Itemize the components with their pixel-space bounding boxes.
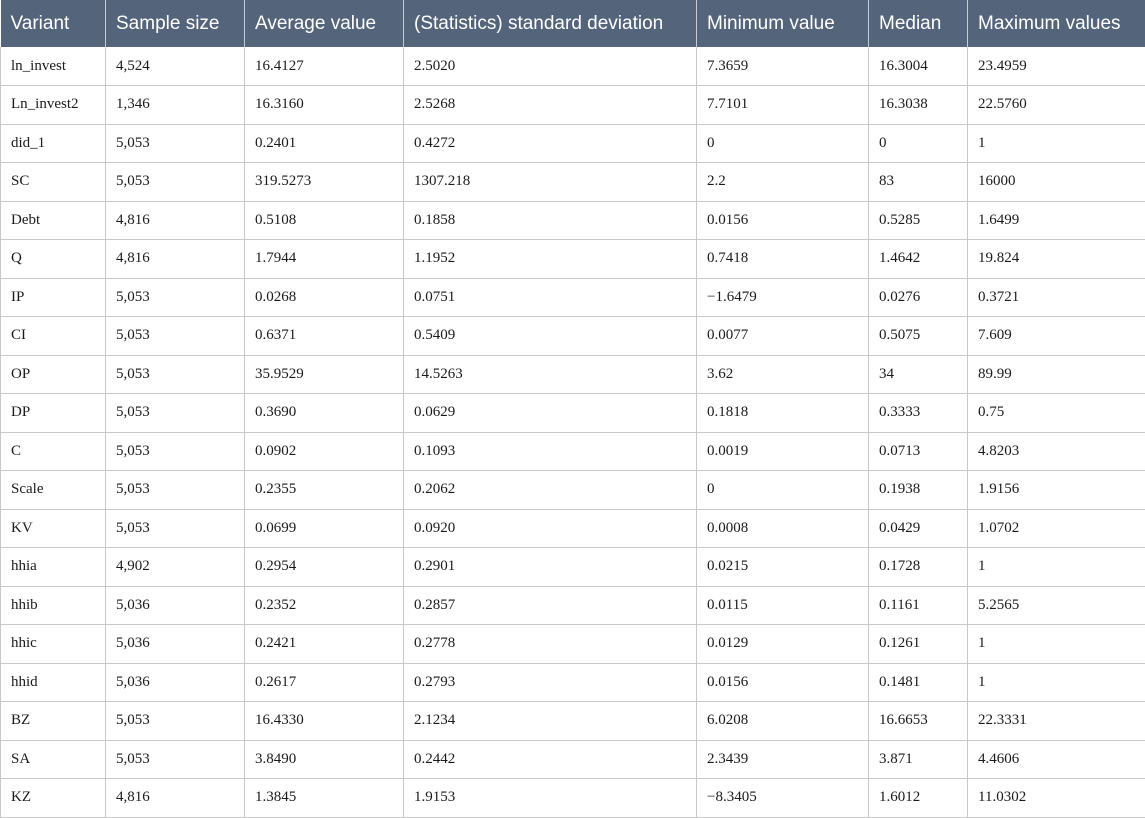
cell-sample-size: 5,053: [106, 278, 245, 317]
cell-median: 1.4642: [869, 240, 968, 279]
cell-average-value: 0.2421: [245, 625, 404, 664]
cell-median: 16.6653: [869, 702, 968, 741]
cell-average-value: 0.2355: [245, 471, 404, 510]
cell-maximum-values: 1: [968, 663, 1145, 702]
cell-sample-size: 5,053: [106, 471, 245, 510]
cell-standard-deviation: 2.5268: [404, 86, 697, 125]
cell-average-value: 0.2617: [245, 663, 404, 702]
cell-sample-size: 4,902: [106, 548, 245, 587]
cell-standard-deviation: 0.0629: [404, 394, 697, 433]
cell-median: 0.5285: [869, 201, 968, 240]
cell-median: 0.0276: [869, 278, 968, 317]
cell-minimum-value: 0.0156: [697, 201, 869, 240]
cell-variant: did_1: [1, 124, 106, 163]
cell-standard-deviation: 0.1858: [404, 201, 697, 240]
table-row: [1, 317, 1145, 356]
cell-average-value: 0.5108: [245, 201, 404, 240]
cell-standard-deviation: 0.2442: [404, 740, 697, 779]
table-row: [1, 124, 1145, 163]
cell-variant: KV: [1, 509, 106, 548]
cell-variant: OP: [1, 355, 106, 394]
cell-maximum-values: 1: [968, 124, 1145, 163]
table-row: [1, 86, 1145, 125]
cell-average-value: 0.2954: [245, 548, 404, 587]
table-row: [1, 278, 1145, 317]
cell-standard-deviation: 0.2778: [404, 625, 697, 664]
table-row: [1, 548, 1145, 587]
cell-variant: SC: [1, 163, 106, 202]
cell-median: 1.6012: [869, 779, 968, 818]
cell-maximum-values: 5.2565: [968, 586, 1145, 625]
table-row: [1, 702, 1145, 741]
table-row: [1, 201, 1145, 240]
cell-minimum-value: 0.0008: [697, 509, 869, 548]
cell-sample-size: 5,036: [106, 625, 245, 664]
cell-average-value: 0.0268: [245, 278, 404, 317]
cell-median: 83: [869, 163, 968, 202]
cell-minimum-value: 6.0208: [697, 702, 869, 741]
cell-maximum-values: 89.99: [968, 355, 1145, 394]
cell-standard-deviation: 0.2857: [404, 586, 697, 625]
cell-standard-deviation: 0.2901: [404, 548, 697, 587]
cell-minimum-value: 0.1818: [697, 394, 869, 433]
table-row: [1, 471, 1145, 510]
cell-median: 0.1481: [869, 663, 968, 702]
cell-variant: hhid: [1, 663, 106, 702]
cell-average-value: 319.5273: [245, 163, 404, 202]
table-row: [1, 163, 1145, 202]
cell-variant: SA: [1, 740, 106, 779]
cell-average-value: 16.4127: [245, 47, 404, 86]
header-maximum-values: Maximum values: [968, 0, 1145, 47]
header-row: [1, 0, 1145, 47]
cell-median: 0.3333: [869, 394, 968, 433]
table-row: [1, 779, 1145, 818]
cell-sample-size: 1,346: [106, 86, 245, 125]
cell-maximum-values: 4.8203: [968, 432, 1145, 471]
cell-sample-size: 4,816: [106, 779, 245, 818]
cell-standard-deviation: 2.1234: [404, 702, 697, 741]
cell-average-value: 1.7944: [245, 240, 404, 279]
cell-variant: hhia: [1, 548, 106, 587]
cell-sample-size: 5,036: [106, 663, 245, 702]
cell-variant: Scale: [1, 471, 106, 510]
cell-maximum-values: 11.0302: [968, 779, 1145, 818]
cell-variant: hhib: [1, 586, 106, 625]
cell-maximum-values: 19.824: [968, 240, 1145, 279]
cell-variant: C: [1, 432, 106, 471]
cell-variant: CI: [1, 317, 106, 356]
table-row: [1, 394, 1145, 433]
table-row: [1, 586, 1145, 625]
cell-average-value: 0.2352: [245, 586, 404, 625]
cell-standard-deviation: 1.1952: [404, 240, 697, 279]
cell-average-value: 3.8490: [245, 740, 404, 779]
cell-sample-size: 5,036: [106, 586, 245, 625]
cell-sample-size: 5,053: [106, 702, 245, 741]
cell-maximum-values: 0.3721: [968, 278, 1145, 317]
cell-minimum-value: 7.7101: [697, 86, 869, 125]
cell-median: 0.1728: [869, 548, 968, 587]
table-row: [1, 509, 1145, 548]
cell-maximum-values: 22.3331: [968, 702, 1145, 741]
cell-maximum-values: 22.5760: [968, 86, 1145, 125]
cell-standard-deviation: 0.2793: [404, 663, 697, 702]
cell-sample-size: 4,816: [106, 201, 245, 240]
cell-median: 0.0713: [869, 432, 968, 471]
cell-standard-deviation: 0.1093: [404, 432, 697, 471]
cell-standard-deviation: 1.9153: [404, 779, 697, 818]
cell-maximum-values: 1.9156: [968, 471, 1145, 510]
cell-sample-size: 5,053: [106, 355, 245, 394]
table-row: [1, 740, 1145, 779]
cell-standard-deviation: 1307.218: [404, 163, 697, 202]
cell-median: 3.871: [869, 740, 968, 779]
cell-maximum-values: 23.4959: [968, 47, 1145, 86]
cell-minimum-value: 2.3439: [697, 740, 869, 779]
cell-sample-size: 5,053: [106, 740, 245, 779]
cell-average-value: 35.9529: [245, 355, 404, 394]
cell-minimum-value: −1.6479: [697, 278, 869, 317]
table-row: [1, 355, 1145, 394]
cell-sample-size: 5,053: [106, 394, 245, 433]
cell-average-value: 0.6371: [245, 317, 404, 356]
cell-median: 0.1261: [869, 625, 968, 664]
header-sample-size: Sample size: [106, 0, 245, 47]
cell-standard-deviation: 0.0920: [404, 509, 697, 548]
cell-median: 0: [869, 124, 968, 163]
cell-variant: DP: [1, 394, 106, 433]
cell-median: 0.0429: [869, 509, 968, 548]
cell-maximum-values: 16000: [968, 163, 1145, 202]
cell-sample-size: 5,053: [106, 432, 245, 471]
cell-variant: BZ: [1, 702, 106, 741]
cell-minimum-value: 3.62: [697, 355, 869, 394]
cell-median: 16.3004: [869, 47, 968, 86]
cell-variant: IP: [1, 278, 106, 317]
cell-sample-size: 5,053: [106, 163, 245, 202]
cell-minimum-value: 0.0129: [697, 625, 869, 664]
cell-standard-deviation: 2.5020: [404, 47, 697, 86]
cell-minimum-value: 0.0077: [697, 317, 869, 356]
cell-minimum-value: 0.0156: [697, 663, 869, 702]
cell-minimum-value: 2.2: [697, 163, 869, 202]
cell-minimum-value: 0.0019: [697, 432, 869, 471]
cell-sample-size: 4,816: [106, 240, 245, 279]
cell-variant: Q: [1, 240, 106, 279]
cell-variant: Ln_invest2: [1, 86, 106, 125]
cell-maximum-values: 1: [968, 625, 1145, 664]
cell-median: 0.1938: [869, 471, 968, 510]
cell-maximum-values: 1: [968, 548, 1145, 587]
cell-maximum-values: 4.4606: [968, 740, 1145, 779]
cell-maximum-values: 1.6499: [968, 201, 1145, 240]
cell-median: 16.3038: [869, 86, 968, 125]
cell-median: 0.1161: [869, 586, 968, 625]
cell-sample-size: 5,053: [106, 317, 245, 356]
cell-variant: KZ: [1, 779, 106, 818]
cell-minimum-value: 0: [697, 124, 869, 163]
cell-maximum-values: 0.75: [968, 394, 1145, 433]
cell-average-value: 0.2401: [245, 124, 404, 163]
cell-median: 0.5075: [869, 317, 968, 356]
cell-standard-deviation: 14.5263: [404, 355, 697, 394]
header-standard-deviation: (Statistics) standard deviation: [404, 0, 697, 47]
cell-variant: Debt: [1, 201, 106, 240]
cell-minimum-value: −8.3405: [697, 779, 869, 818]
table-row: [1, 240, 1145, 279]
cell-average-value: 0.0902: [245, 432, 404, 471]
cell-minimum-value: 0.7418: [697, 240, 869, 279]
cell-minimum-value: 0.0215: [697, 548, 869, 587]
cell-variant: ln_invest: [1, 47, 106, 86]
cell-standard-deviation: 0.2062: [404, 471, 697, 510]
header-variant: Variant: [1, 0, 106, 47]
table-row: [1, 625, 1145, 664]
cell-average-value: 16.3160: [245, 86, 404, 125]
table-row: [1, 47, 1145, 86]
cell-average-value: 1.3845: [245, 779, 404, 818]
cell-maximum-values: 7.609: [968, 317, 1145, 356]
table-row: [1, 432, 1145, 471]
cell-minimum-value: 0: [697, 471, 869, 510]
cell-sample-size: 5,053: [106, 124, 245, 163]
cell-variant: hhic: [1, 625, 106, 664]
cell-average-value: 0.0699: [245, 509, 404, 548]
cell-average-value: 0.3690: [245, 394, 404, 433]
header-minimum-value: Minimum value: [697, 0, 869, 47]
header-median: Median: [869, 0, 968, 47]
cell-standard-deviation: 0.0751: [404, 278, 697, 317]
table-body: [1, 47, 1145, 817]
cell-sample-size: 5,053: [106, 509, 245, 548]
cell-standard-deviation: 0.5409: [404, 317, 697, 356]
header-average-value: Average value: [245, 0, 404, 47]
table-row: [1, 663, 1145, 702]
cell-minimum-value: 0.0115: [697, 586, 869, 625]
cell-median: 34: [869, 355, 968, 394]
cell-minimum-value: 7.3659: [697, 47, 869, 86]
cell-sample-size: 4,524: [106, 47, 245, 86]
cell-average-value: 16.4330: [245, 702, 404, 741]
cell-maximum-values: 1.0702: [968, 509, 1145, 548]
table-header: [1, 0, 1145, 47]
cell-standard-deviation: 0.4272: [404, 124, 697, 163]
